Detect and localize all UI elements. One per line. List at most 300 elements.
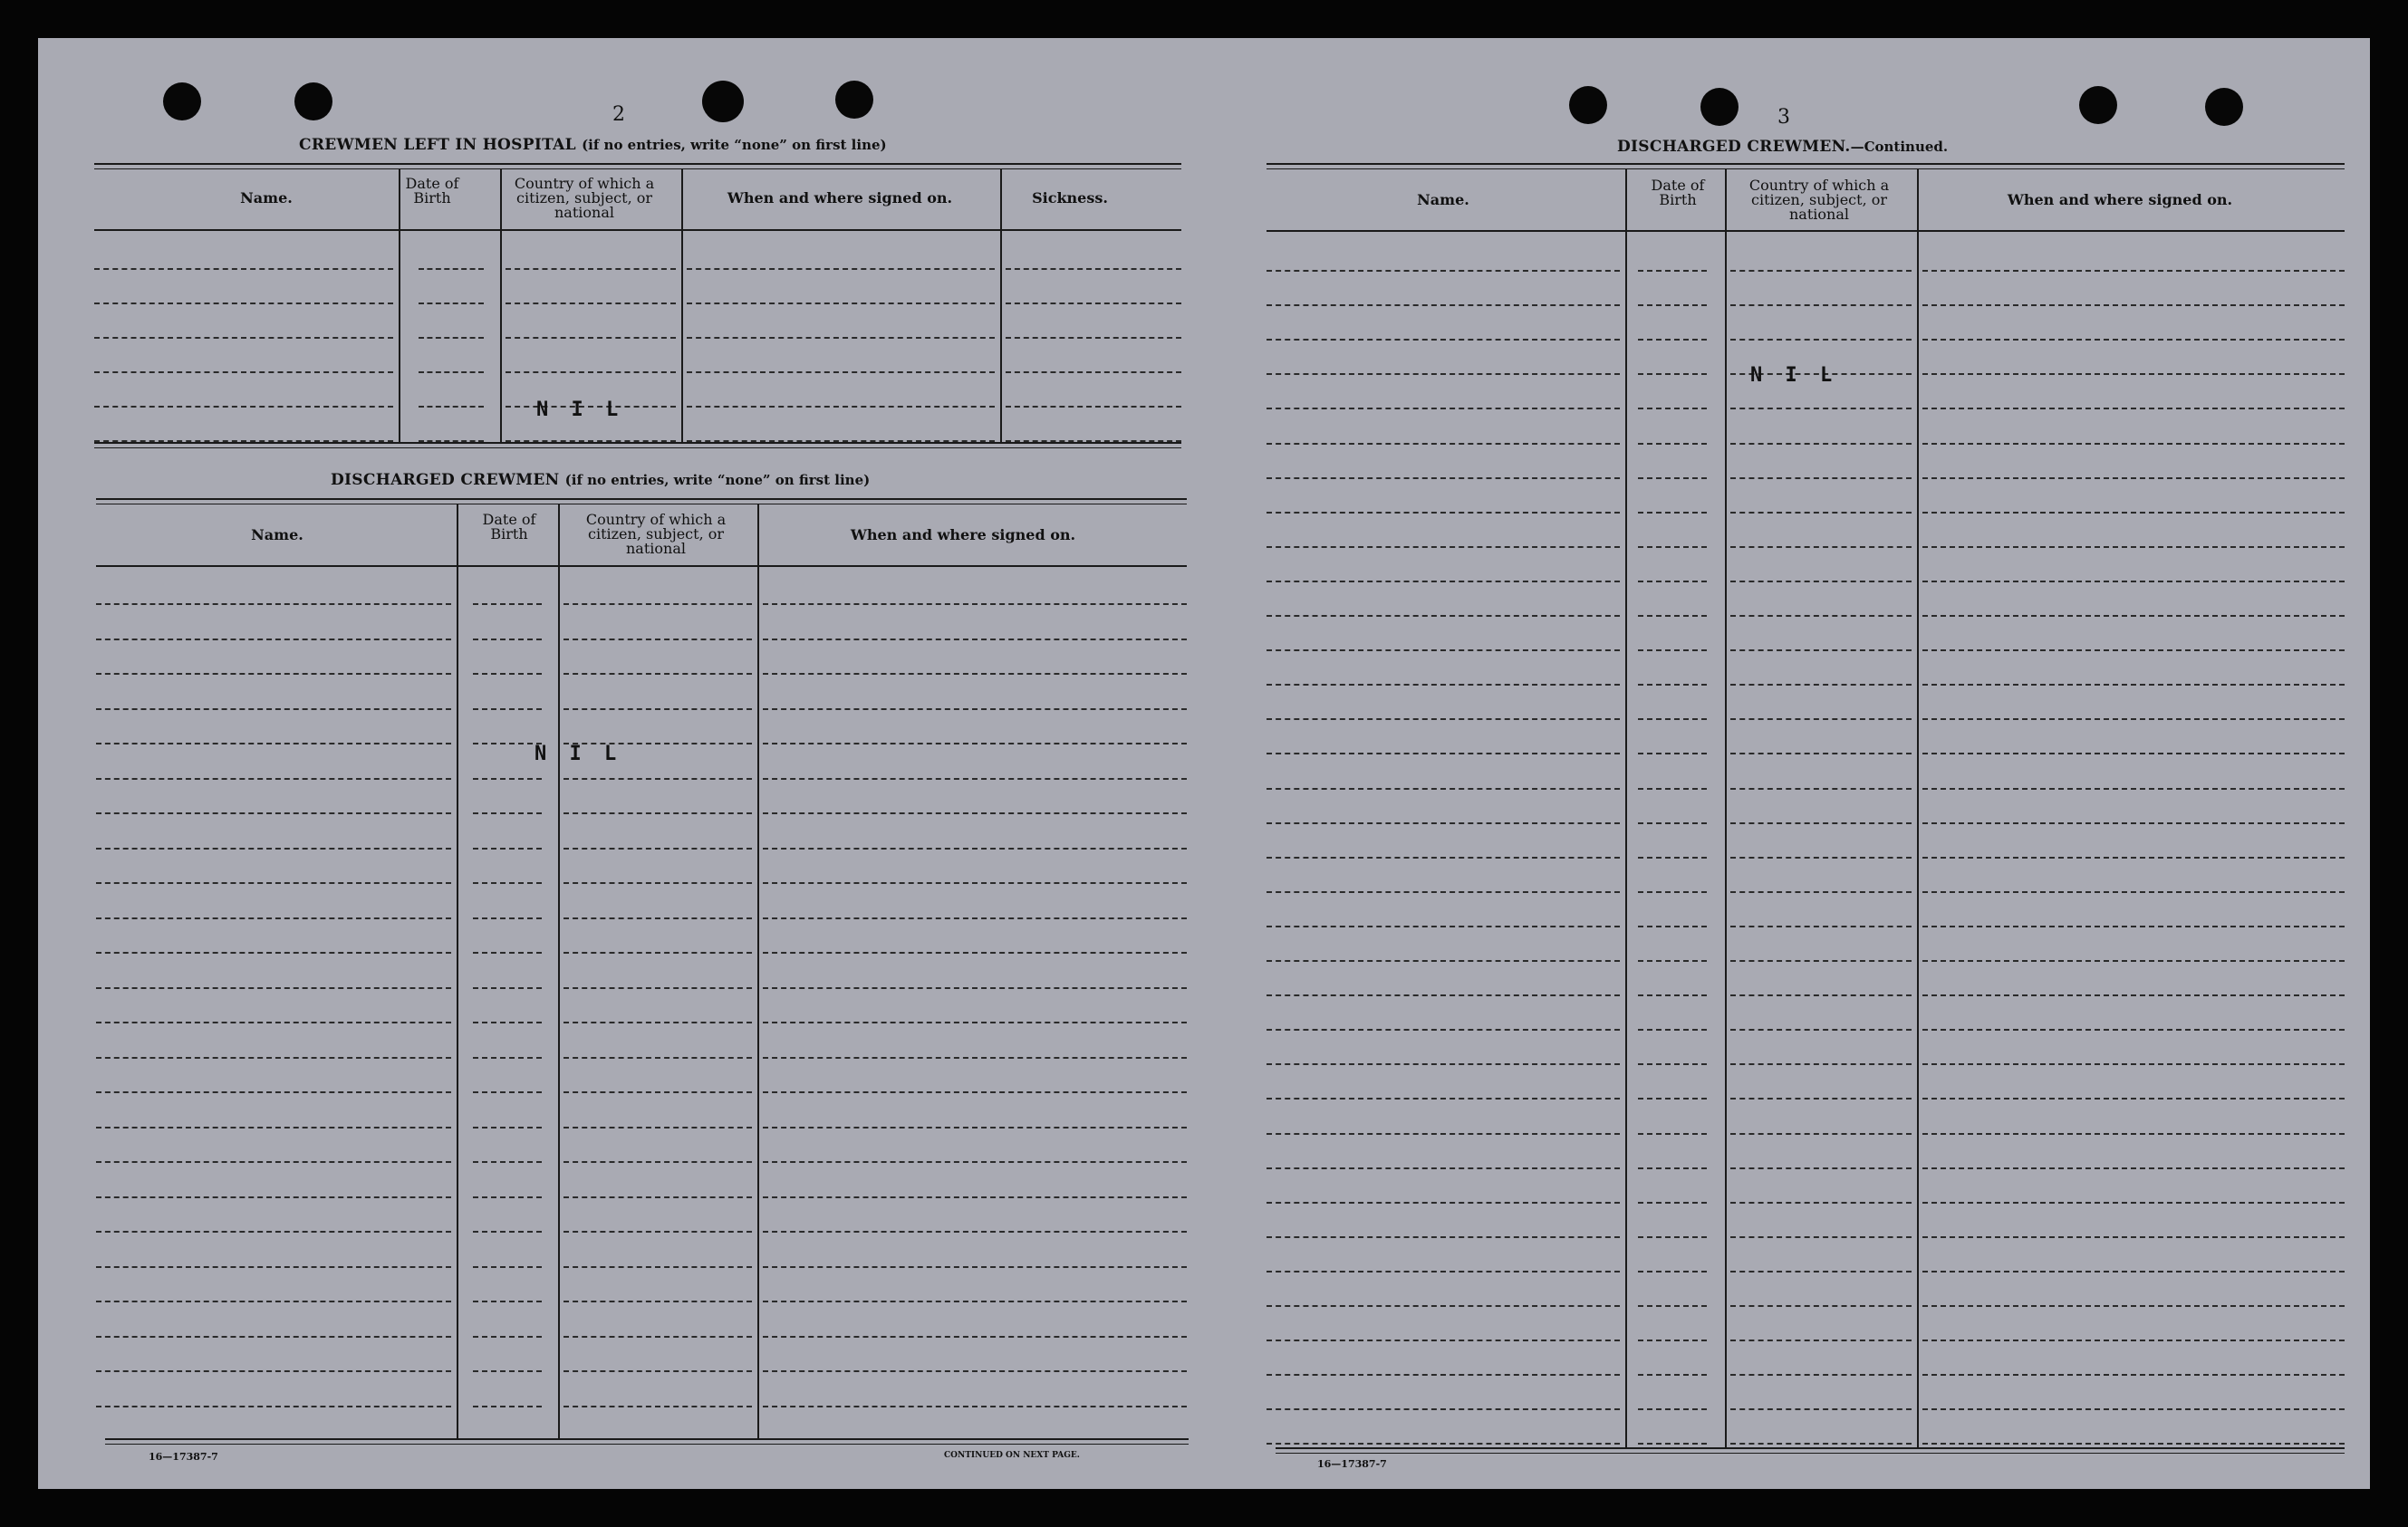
hospital-col-divider xyxy=(1000,168,1002,444)
right-ruled-line xyxy=(1638,1098,1707,1100)
right-ruled-line xyxy=(1922,546,2345,548)
right-ruled-line xyxy=(1730,891,1912,893)
right-ruled-line xyxy=(1267,477,1620,479)
right-ruled-line xyxy=(1922,1374,2345,1376)
discharged-ruled-line xyxy=(563,848,752,850)
right-ruled-line xyxy=(1730,615,1912,617)
right-ruled-line xyxy=(1922,512,2345,514)
right-ruled-line xyxy=(1638,443,1707,445)
discharged-col-divider xyxy=(558,504,560,1440)
right-ruled-line xyxy=(1638,1305,1707,1307)
punch-hole xyxy=(702,81,744,122)
right-ruled-line xyxy=(1730,512,1912,514)
right-ruled-line xyxy=(1638,1271,1707,1272)
discharged-ruled-line xyxy=(763,952,1187,954)
hospital-ruled-line xyxy=(419,371,484,373)
right-ruled-line xyxy=(1267,615,1620,617)
hospital-ruled-line xyxy=(1006,337,1181,339)
discharged-col-divider xyxy=(757,504,759,1440)
right-ruled-line xyxy=(1730,994,1912,996)
discharged-ruled-line xyxy=(763,778,1187,780)
right-ruled-line xyxy=(1638,1408,1707,1410)
discharged-ruled-line xyxy=(763,1231,1187,1233)
discharged-ruled-line xyxy=(473,987,542,989)
discharged-ruled-line xyxy=(563,1266,752,1268)
hospital-section-title: CREWMEN LEFT IN HOSPITAL (if no entries, write “none” on first line) xyxy=(299,136,887,154)
discharged-ruled-line xyxy=(563,882,752,884)
discharged-col-name: Name. xyxy=(251,526,303,543)
right-ruled-line xyxy=(1922,615,2345,617)
right-ruled-line xyxy=(1730,857,1912,859)
discharged-ruled-line xyxy=(763,1127,1187,1128)
discharged-ruled-line xyxy=(563,1022,752,1023)
right-ruled-line xyxy=(1922,684,2345,686)
discharged-ruled-line xyxy=(96,848,451,850)
discharged-ruled-line xyxy=(96,1370,451,1372)
right-ruled-line xyxy=(1638,477,1707,479)
right-ruled-line xyxy=(1267,304,1620,306)
right-ruled-line xyxy=(1267,581,1620,582)
right-ruled-line xyxy=(1730,926,1912,927)
right-ruled-line xyxy=(1730,649,1912,651)
right-ruled-line xyxy=(1638,270,1707,272)
discharged-ruled-line xyxy=(763,708,1187,710)
right-ruled-line xyxy=(1730,1236,1912,1238)
discharged-ruled-line xyxy=(563,673,752,675)
hospital-col-dob: Date of Birth xyxy=(405,175,459,206)
right-col-dob: Date of Birth xyxy=(1651,177,1705,208)
right-ruled-line xyxy=(1267,1133,1620,1135)
right-ruled-line xyxy=(1730,718,1912,720)
discharged-nil-entry: N I L xyxy=(535,743,622,765)
right-ruled-line xyxy=(1638,1340,1707,1341)
right-ruled-line xyxy=(1922,373,2345,375)
discharged-ruled-line xyxy=(563,987,752,989)
hospital-ruled-line xyxy=(506,371,676,373)
hospital-ruled-line xyxy=(419,268,484,270)
discharged-ruled-line xyxy=(473,1266,542,1268)
discharged-ruled-line xyxy=(96,1266,451,1268)
right-ruled-line xyxy=(1638,718,1707,720)
discharged-ruled-line xyxy=(763,743,1187,744)
discharged-ruled-line xyxy=(473,673,542,675)
right-ruled-line xyxy=(1922,1236,2345,1238)
right-ruled-line xyxy=(1922,1098,2345,1100)
right-ruled-line xyxy=(1267,960,1620,962)
discharged-ruled-line xyxy=(473,708,542,710)
left-form-number: 16—17387-7 xyxy=(149,1451,218,1463)
discharged-ruled-line xyxy=(96,708,451,710)
discharged-ruled-line xyxy=(473,1196,542,1198)
hospital-ruled-line xyxy=(687,337,995,339)
right-ruled-line xyxy=(1922,1029,2345,1031)
discharged-ruled-line xyxy=(563,1196,752,1198)
discharged-ruled-line xyxy=(763,603,1187,605)
discharged-ruled-line xyxy=(563,1057,752,1059)
right-ruled-line xyxy=(1730,1443,1912,1445)
hospital-ruled-line xyxy=(419,337,484,339)
hospital-ruled-line xyxy=(94,371,393,373)
right-ruled-line xyxy=(1730,408,1912,409)
right-ruled-line xyxy=(1267,1167,1620,1169)
discharged-ruled-line xyxy=(473,882,542,884)
right-ruled-line xyxy=(1730,270,1912,272)
hospital-col-divider xyxy=(399,168,400,444)
right-ruled-line xyxy=(1267,339,1620,341)
right-ruled-line xyxy=(1730,443,1912,445)
right-ruled-line xyxy=(1267,788,1620,790)
punch-hole xyxy=(2079,86,2117,124)
hospital-col-country: Country of which a citizen, subject, or national xyxy=(514,175,655,221)
right-ruled-line xyxy=(1922,822,2345,824)
right-ruled-line xyxy=(1922,270,2345,272)
discharged-ruled-line xyxy=(473,848,542,850)
right-form-number: 16—17387-7 xyxy=(1317,1458,1387,1470)
right-ruled-line xyxy=(1267,1029,1620,1031)
right-col-divider xyxy=(1725,168,1727,1449)
hospital-ruled-line xyxy=(1006,268,1181,270)
right-ruled-line xyxy=(1638,822,1707,824)
discharged-ruled-line xyxy=(473,1057,542,1059)
right-ruled-line xyxy=(1638,1236,1707,1238)
right-ruled-line xyxy=(1638,408,1707,409)
discharged-ruled-line xyxy=(763,1266,1187,1268)
hospital-ruled-line xyxy=(94,337,393,339)
discharged-ruled-line xyxy=(763,1336,1187,1338)
hospital-col-name: Name. xyxy=(240,189,293,206)
hospital-col-sickness: Sickness. xyxy=(1032,189,1108,206)
right-ruled-line xyxy=(1922,1340,2345,1341)
right-ruled-line xyxy=(1730,304,1912,306)
hospital-ruled-line xyxy=(419,303,484,304)
hospital-ruled-line xyxy=(419,406,484,408)
discharged-ruled-line xyxy=(96,952,451,954)
discharged-ruled-line xyxy=(563,952,752,954)
right-ruled-line xyxy=(1638,1029,1707,1031)
hospital-ruled-line xyxy=(687,268,995,270)
discharged-ruled-line xyxy=(563,603,752,605)
right-ruled-line xyxy=(1638,581,1707,582)
discharged-ruled-line xyxy=(473,1231,542,1233)
right-ruled-line xyxy=(1638,1063,1707,1065)
right-ruled-line xyxy=(1638,1443,1707,1445)
discharged-ruled-line xyxy=(563,708,752,710)
hospital-ruled-line xyxy=(94,406,393,408)
hospital-header-rule xyxy=(94,229,1181,231)
discharged-ruled-line xyxy=(763,1196,1187,1198)
discharged-ruled-line xyxy=(763,848,1187,850)
continued-note: CONTINUED ON NEXT PAGE. xyxy=(944,1451,1080,1460)
discharged-ruled-line xyxy=(473,1406,542,1407)
discharged-section-title: DISCHARGED CREWMEN (if no entries, write “none” on first line) xyxy=(331,471,871,489)
discharged-ruled-line xyxy=(473,639,542,640)
right-ruled-line xyxy=(1638,649,1707,651)
right-ruled-line xyxy=(1267,373,1620,375)
punch-hole xyxy=(294,82,332,120)
discharged-col-divider xyxy=(457,504,458,1440)
right-ruled-line xyxy=(1267,857,1620,859)
discharged-ruled-line xyxy=(763,987,1187,989)
right-ruled-line xyxy=(1730,1098,1912,1100)
right-ruled-line xyxy=(1730,1133,1912,1135)
right-ruled-line xyxy=(1267,1305,1620,1307)
right-ruled-line xyxy=(1730,1202,1912,1204)
discharged-ruled-line xyxy=(96,603,451,605)
right-ruled-line xyxy=(1922,994,2345,996)
hospital-ruled-line xyxy=(687,371,995,373)
right-ruled-line xyxy=(1267,718,1620,720)
right-ruled-line xyxy=(1922,788,2345,790)
right-ruled-line xyxy=(1638,304,1707,306)
discharged-ruled-line xyxy=(473,1370,542,1372)
discharged-ruled-line xyxy=(96,1161,451,1163)
right-ruled-line xyxy=(1638,339,1707,341)
right-ruled-line xyxy=(1638,373,1707,375)
right-ruled-line xyxy=(1730,477,1912,479)
right-ruled-line xyxy=(1267,891,1620,893)
discharged-ruled-line xyxy=(473,812,542,814)
discharged-ruled-line xyxy=(763,882,1187,884)
discharged-ruled-line xyxy=(763,1301,1187,1302)
right-ruled-line xyxy=(1267,1236,1620,1238)
right-ruled-line xyxy=(1922,718,2345,720)
right-ruled-line xyxy=(1730,788,1912,790)
right-ruled-line xyxy=(1638,546,1707,548)
discharged-ruled-line xyxy=(96,1406,451,1407)
discharged-ruled-line xyxy=(763,1370,1187,1372)
right-ruled-line xyxy=(1638,960,1707,962)
right-ruled-line xyxy=(1267,649,1620,651)
right-ruled-line xyxy=(1730,1063,1912,1065)
discharged-ruled-line xyxy=(96,1022,451,1023)
discharged-ruled-line xyxy=(763,1161,1187,1163)
right-ruled-line xyxy=(1922,926,2345,927)
right-ruled-line xyxy=(1922,1271,2345,1272)
discharged-ruled-line xyxy=(563,917,752,919)
right-ruled-line xyxy=(1638,994,1707,996)
right-ruled-line xyxy=(1922,891,2345,893)
right-nil-entry: N I L xyxy=(1750,364,1838,387)
hospital-col-signed-on: When and where signed on. xyxy=(727,189,953,206)
discharged-top-rule xyxy=(96,498,1187,504)
right-ruled-line xyxy=(1730,1167,1912,1169)
discharged-ruled-line xyxy=(96,673,451,675)
discharged-ruled-line xyxy=(473,917,542,919)
discharged-ruled-line xyxy=(473,1161,542,1163)
right-ruled-line xyxy=(1267,408,1620,409)
hospital-ruled-line xyxy=(506,303,676,304)
discharged-ruled-line xyxy=(473,603,542,605)
discharged-ruled-line xyxy=(473,1301,542,1302)
hospital-col-divider xyxy=(500,168,502,444)
punch-hole xyxy=(1700,88,1739,126)
discharged-ruled-line xyxy=(96,987,451,989)
right-ruled-line xyxy=(1730,684,1912,686)
right-col-name: Name. xyxy=(1417,191,1469,208)
discharged-ruled-line xyxy=(473,1091,542,1093)
discharged-ruled-line xyxy=(96,1301,451,1302)
discharged-ruled-line xyxy=(96,639,451,640)
right-bottom-rule xyxy=(1276,1447,2345,1454)
right-ruled-line xyxy=(1922,1443,2345,1445)
right-ruled-line xyxy=(1922,304,2345,306)
hospital-ruled-line xyxy=(506,268,676,270)
right-ruled-line xyxy=(1267,1063,1620,1065)
right-ruled-line xyxy=(1922,753,2345,754)
right-ruled-line xyxy=(1638,1167,1707,1169)
discharged-ruled-line xyxy=(563,1161,752,1163)
right-ruled-line xyxy=(1267,1340,1620,1341)
right-ruled-line xyxy=(1267,926,1620,927)
discharged-ruled-line xyxy=(96,1231,451,1233)
right-page-number: 3 xyxy=(1777,106,1790,129)
right-ruled-line xyxy=(1267,512,1620,514)
right-header-rule xyxy=(1267,230,2345,232)
right-ruled-line xyxy=(1922,1133,2345,1135)
discharged-ruled-line xyxy=(563,1301,752,1302)
right-ruled-line xyxy=(1730,581,1912,582)
discharged-ruled-line xyxy=(563,778,752,780)
right-col-signed-on: When and where signed on. xyxy=(2007,191,2233,208)
right-ruled-line xyxy=(1922,857,2345,859)
hospital-ruled-line xyxy=(1006,303,1181,304)
right-ruled-line xyxy=(1638,615,1707,617)
right-ruled-line xyxy=(1730,1305,1912,1307)
discharged-ruled-line xyxy=(473,1127,542,1128)
right-ruled-line xyxy=(1638,684,1707,686)
right-ruled-line xyxy=(1730,960,1912,962)
right-ruled-line xyxy=(1730,753,1912,754)
right-ruled-line xyxy=(1922,1305,2345,1307)
right-ruled-line xyxy=(1267,1271,1620,1272)
discharged-bottom-rule xyxy=(105,1438,1189,1445)
right-ruled-line xyxy=(1922,581,2345,582)
hospital-ruled-line xyxy=(687,406,995,408)
right-ruled-line xyxy=(1267,1374,1620,1376)
right-ruled-line xyxy=(1730,339,1912,341)
right-ruled-line xyxy=(1730,1408,1912,1410)
discharged-ruled-line xyxy=(96,917,451,919)
discharged-ruled-line xyxy=(96,882,451,884)
discharged-ruled-line xyxy=(763,1057,1187,1059)
right-ruled-line xyxy=(1638,512,1707,514)
discharged-ruled-line xyxy=(96,1127,451,1128)
punch-hole xyxy=(163,82,201,120)
left-page-number: 2 xyxy=(612,103,625,126)
hospital-bottom-rule xyxy=(94,442,1181,448)
discharged-ruled-line xyxy=(563,1231,752,1233)
right-ruled-line xyxy=(1267,753,1620,754)
right-ruled-line xyxy=(1922,1063,2345,1065)
discharged-ruled-line xyxy=(763,639,1187,640)
discharged-ruled-line xyxy=(473,1022,542,1023)
right-ruled-line xyxy=(1638,1374,1707,1376)
punch-hole xyxy=(835,81,873,119)
discharged-ruled-line xyxy=(563,1406,752,1407)
discharged-ruled-line xyxy=(473,743,542,744)
discharged-ruled-line xyxy=(763,673,1187,675)
hospital-ruled-line xyxy=(687,303,995,304)
hospital-nil-entry: N I L xyxy=(536,399,624,421)
right-col-divider xyxy=(1625,168,1627,1449)
punch-hole xyxy=(2205,88,2243,126)
right-ruled-line xyxy=(1638,753,1707,754)
right-ruled-line xyxy=(1638,857,1707,859)
discharged-ruled-line xyxy=(96,778,451,780)
discharged-ruled-line xyxy=(96,1091,451,1093)
right-ruled-line xyxy=(1638,926,1707,927)
right-ruled-line xyxy=(1922,1167,2345,1169)
right-ruled-line xyxy=(1638,788,1707,790)
right-ruled-line xyxy=(1730,822,1912,824)
right-section-title: DISCHARGED CREWMEN.—Continued. xyxy=(1617,138,1949,156)
right-ruled-line xyxy=(1638,1133,1707,1135)
right-ruled-line xyxy=(1267,443,1620,445)
discharged-ruled-line xyxy=(563,812,752,814)
right-ruled-line xyxy=(1638,891,1707,893)
right-ruled-line xyxy=(1267,1408,1620,1410)
discharged-ruled-line xyxy=(563,1370,752,1372)
discharged-ruled-line xyxy=(473,778,542,780)
discharged-ruled-line xyxy=(473,1336,542,1338)
document-sheet xyxy=(38,38,2370,1489)
right-ruled-line xyxy=(1267,822,1620,824)
right-ruled-line xyxy=(1730,1271,1912,1272)
right-ruled-line xyxy=(1922,1408,2345,1410)
discharged-header-rule xyxy=(96,565,1187,567)
hospital-top-rule xyxy=(94,163,1181,169)
hospital-col-divider xyxy=(681,168,683,444)
right-ruled-line xyxy=(1922,339,2345,341)
discharged-ruled-line xyxy=(763,1091,1187,1093)
punch-hole xyxy=(1569,86,1607,124)
right-ruled-line xyxy=(1267,270,1620,272)
discharged-col-signed-on: When and where signed on. xyxy=(850,526,1076,543)
discharged-col-dob: Date of Birth xyxy=(482,511,536,543)
hospital-ruled-line xyxy=(94,303,393,304)
right-ruled-line xyxy=(1922,443,2345,445)
discharged-ruled-line xyxy=(473,952,542,954)
right-ruled-line xyxy=(1730,1340,1912,1341)
discharged-ruled-line xyxy=(96,812,451,814)
right-ruled-line xyxy=(1267,1202,1620,1204)
discharged-ruled-line xyxy=(763,1406,1187,1407)
discharged-ruled-line xyxy=(763,1022,1187,1023)
hospital-ruled-line xyxy=(1006,371,1181,373)
hospital-ruled-line xyxy=(94,268,393,270)
right-col-country: Country of which a citizen, subject, or national xyxy=(1748,177,1890,223)
discharged-ruled-line xyxy=(563,1127,752,1128)
right-ruled-line xyxy=(1730,1029,1912,1031)
right-ruled-line xyxy=(1638,1202,1707,1204)
discharged-ruled-line xyxy=(96,1336,451,1338)
discharged-ruled-line xyxy=(563,1336,752,1338)
right-ruled-line xyxy=(1267,684,1620,686)
right-top-rule xyxy=(1267,163,2345,169)
right-ruled-line xyxy=(1922,1202,2345,1204)
discharged-col-country: Country of which a citizen, subject, or national xyxy=(585,511,727,557)
discharged-ruled-line xyxy=(563,1091,752,1093)
discharged-ruled-line xyxy=(96,743,451,744)
discharged-ruled-line xyxy=(96,1057,451,1059)
right-ruled-line xyxy=(1922,960,2345,962)
hospital-ruled-line xyxy=(506,337,676,339)
right-ruled-line xyxy=(1267,994,1620,996)
right-ruled-line xyxy=(1922,477,2345,479)
right-ruled-line xyxy=(1922,408,2345,409)
right-ruled-line xyxy=(1267,1098,1620,1100)
discharged-ruled-line xyxy=(763,917,1187,919)
